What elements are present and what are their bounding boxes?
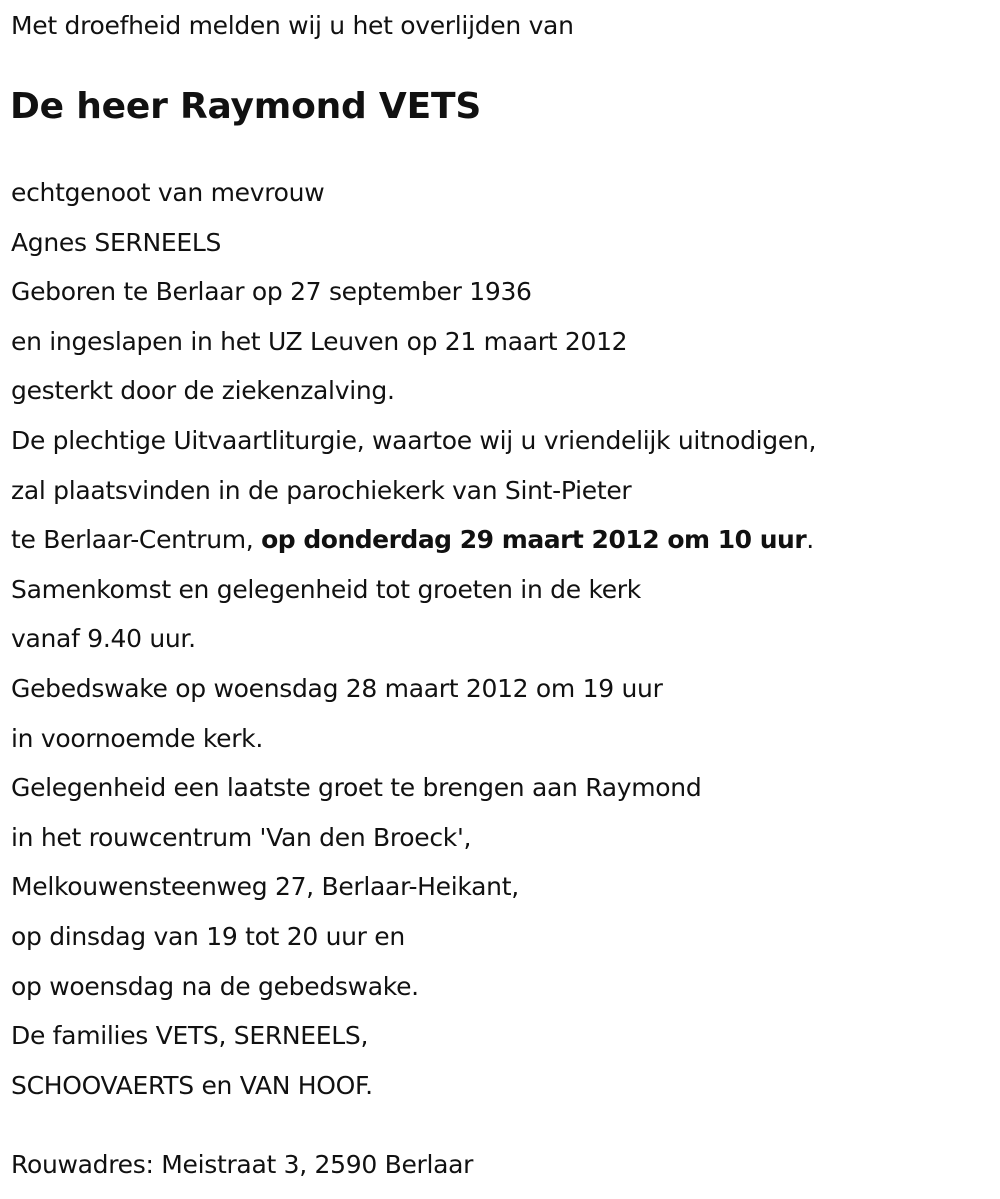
funeral-datetime-period: . <box>806 525 814 555</box>
funeral-location-line: zal plaatsvinden in de parochiekerk van Sint-Pieter <box>11 475 632 505</box>
deceased-name-heading: De heer Raymond VETS <box>10 86 482 127</box>
sacrament-line: gesterkt door de ziekenzalving. <box>11 376 395 406</box>
families-line-2: SCHOOVAERTS en VAN HOOF. <box>11 1070 373 1100</box>
vigil-line: Gebedswake op woensdag 28 maart 2012 om 19 uur <box>11 673 663 703</box>
intro-text: Met droefheid melden wij u het overlijden van <box>11 11 574 40</box>
death-line: en ingeslapen in het UZ Leuven op 21 maart 2012 <box>11 326 628 356</box>
families-line-1: De families VETS, SERNEELS, <box>11 1021 369 1051</box>
mourning-address: Rouwadres: Meistraat 3, 2590 Berlaar <box>11 1150 474 1179</box>
visiting-after-vigil-line: op woensdag na de gebedswake. <box>11 971 419 1001</box>
spouse-intro-line: echtgenoot van mevrouw <box>11 178 325 207</box>
gathering-time-line: vanaf 9.40 uur. <box>11 624 196 654</box>
farewell-line: Gelegenheid een laatste groet te brengen aan Raymond <box>11 773 702 803</box>
funeral-datetime-line <box>11 522 816 572</box>
funeral-datetime-emphasis: op donderdag 29 maart 2012 om 10 uur <box>261 525 807 555</box>
notice-body <box>11 175 816 1117</box>
vigil-location-line: in voornoemde kerk. <box>11 723 264 753</box>
funeral-home-line: in het rouwcentrum 'Van den Broeck', <box>11 822 472 852</box>
gathering-line: Samenkomst en gelegenheid tot groeten in de kerk <box>11 574 641 604</box>
birth-line: Geboren te Berlaar op 27 september 1936 <box>11 277 532 307</box>
funeral-place-text: te Berlaar-Centrum, <box>11 525 262 555</box>
funeral-invite-line: De plechtige Uitvaartliturgie, waartoe wij u vriendelijk uitnodigen, <box>11 425 817 455</box>
funeral-home-address-line: Melkouwensteenweg 27, Berlaar-Heikant, <box>11 872 519 902</box>
visiting-hours-line: op dinsdag van 19 tot 20 uur en <box>11 921 405 951</box>
spouse-name-line: Agnes SERNEELS <box>11 227 222 257</box>
